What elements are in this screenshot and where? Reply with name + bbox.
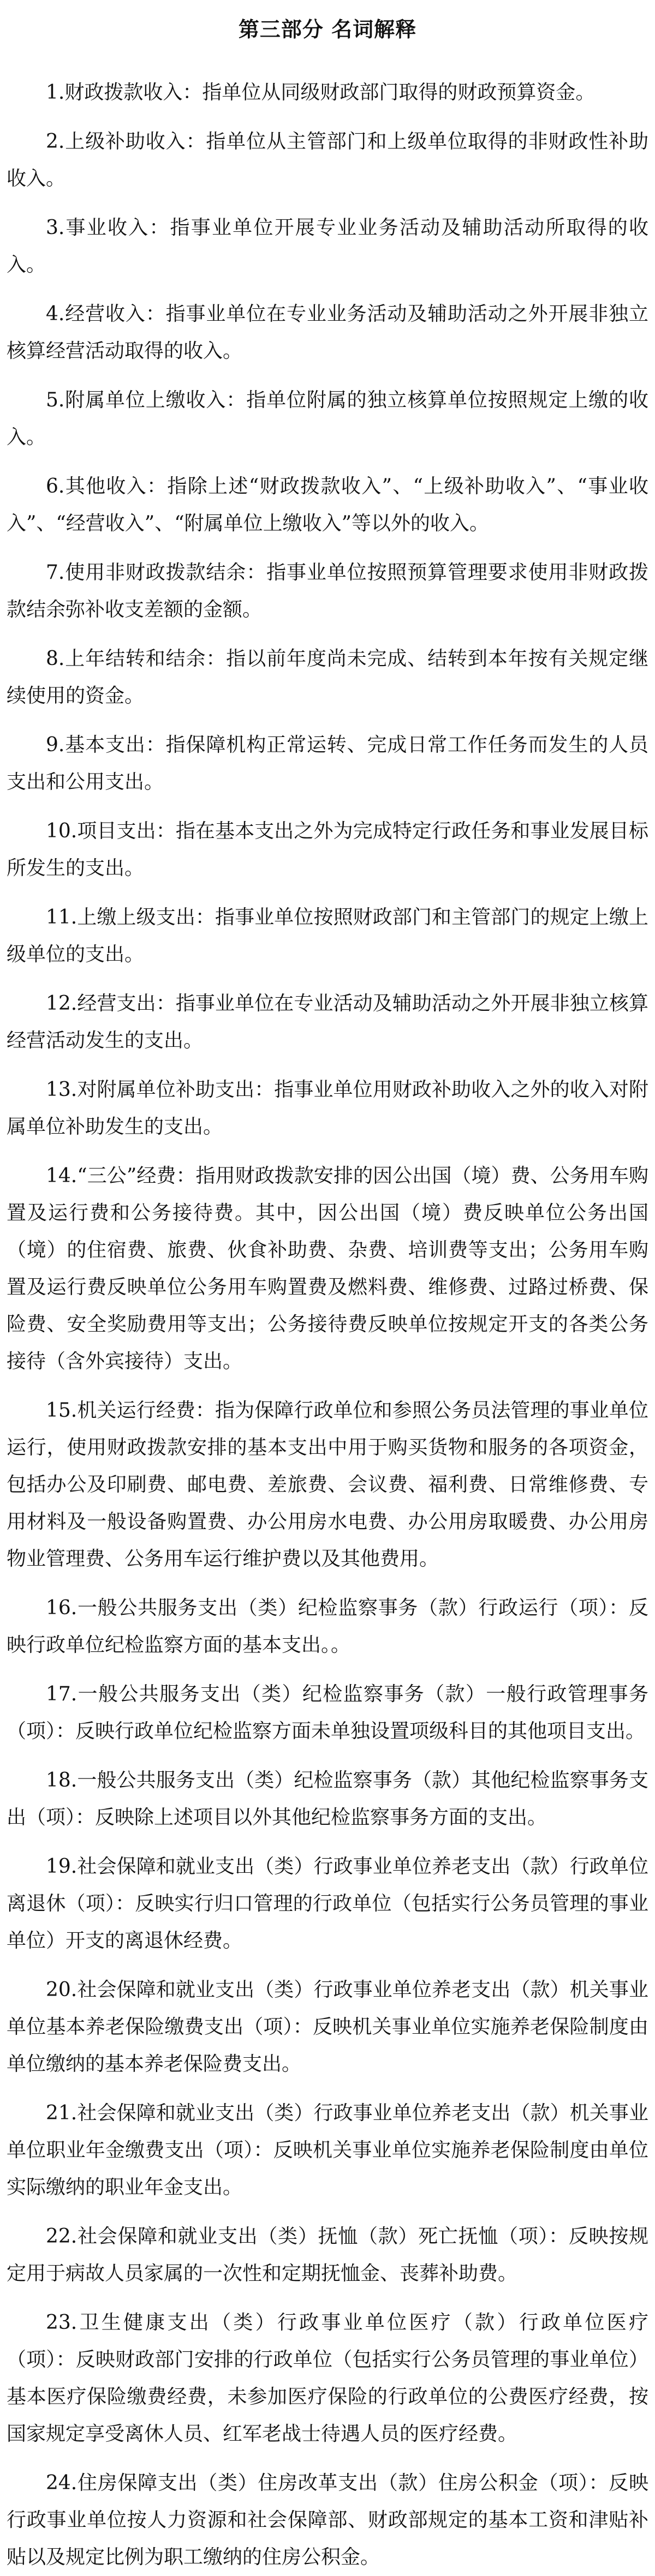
glossary-item-20: 20.社会保障和就业支出（类）行政事业单位养老支出（款）机关事业单位基本养老保险缴费支出（项）：反映机关事业单位实施养老保险制度由单位缴纳的基本养老保险费支出。 — [7, 1979, 648, 2075]
glossary-item-16: 16.一般公共服务支出（类）纪检监察事务（款）行政运行（项）：反映行政单位纪检监察方面的基本支出。。 — [7, 1597, 648, 1656]
glossary-item-9: 9.基本支出：指保障机构正常运转、完成日常工作任务而发生的人员支出和公用支出。 — [7, 734, 648, 793]
glossary-item-23: 23.卫生健康支出（类）行政事业单位医疗（款）行政单位医疗（项）：反映财政部门安排的行政单位（包括实行公务员管理的事业单位）基本医疗保险缴费经费，未参加医疗保险的行政单位的公费医疗经费，按国家规定享受离休人员、红军老战士待遇人员的医疗经费。 — [7, 2311, 648, 2445]
glossary-item-22: 22.社会保障和就业支出（类）抚恤（款）死亡抚恤（项）：反映按规定用于病故人员家属的一次性和定期抚恤金、丧葬补助费。 — [7, 2225, 648, 2285]
glossary-list — [7, 74, 648, 2576]
glossary-item-21: 21.社会保障和就业支出（类）行政事业单位养老支出（款）机关事业单位职业年金缴费支出（项）：反映机关事业单位实施养老保险制度由单位实际缴纳的职业年金支出。 — [7, 2102, 648, 2198]
glossary-item-11: 11.上缴上级支出：指事业单位按照财政部门和主管部门的规定上缴上级单位的支出。 — [7, 906, 648, 966]
glossary-item-15: 15.机关运行经费：指为保障行政单位和参照公务员法管理的事业单位运行，使用财政拨款安排的基本支出中用于购买货物和服务的各项资金，包括办公及印刷费、邮电费、差旅费、会议费、福利费、日常维修费、专用材料及一般设备购置费、办公用房水电费、办公用房取暖费、办公用房物业管理费、公务用车运行维护费以及其他费用。 — [7, 1399, 648, 1570]
glossary-item-10: 10.项目支出：指在基本支出之外为完成特定行政任务和事业发展目标所发生的支出。 — [7, 820, 648, 879]
glossary-item-24: 24.住房保障支出（类）住房改革支出（款）住房公积金（项）：反映行政事业单位按人力资源和社会保障部、财政部规定的基本工资和津贴补贴以及规定比例为职工缴纳的住房公积金。 — [7, 2472, 648, 2568]
glossary-item-8: 8.上年结转和结余：指以前年度尚未完成、结转到本年按有关规定继续使用的资金。 — [7, 648, 648, 707]
glossary-item-5: 5.附属单位上缴收入：指单位附属的独立核算单位按照规定上缴的收入。 — [7, 389, 648, 448]
glossary-item-14: 14.“三公”经费：指用财政拨款安排的因公出国（境）费、公务用车购置及运行费和公务接待费。其中，因公出国（境）费反映单位公务出国（境）的住宿费、旅费、伙食补助费、杂费、培训费等支出；公务用车购置及运行费反映单位公务用车购置费及燃料费、维修费、过路过桥费、保险费、安全奖励费用等支出；公务接待费反映单位按规定开支的各类公务接待（含外宾接待）支出。 — [7, 1165, 648, 1373]
glossary-item-3: 3.事业收入：指事业单位开展专业业务活动及辅助活动所取得的收入。 — [7, 217, 648, 276]
glossary-item-6: 6.其他收入：指除上述“财政拨款收入”、“上级补助收入”、“事业收入”、“经营收入”、“附属单位上缴收入”等以外的收入。 — [7, 475, 648, 535]
glossary-item-2: 2.上级补助收入：指单位从主管部门和上级单位取得的非财政性补助收入。 — [7, 130, 648, 190]
glossary-item-18: 18.一般公共服务支出（类）纪检监察事务（款）其他纪检监察事务支出（项）：反映除上述项目以外其他纪检监察事务方面的支出。 — [7, 1769, 648, 1829]
glossary-item-12: 12.经营支出：指事业单位在专业活动及辅助活动之外开展非独立核算经营活动发生的支出。 — [7, 992, 648, 1052]
glossary-item-1: 1.财政拨款收入：指单位从同级财政部门取得的财政预算资金。 — [46, 81, 596, 104]
glossary-item-7: 7.使用非财政拨款结余：指事业单位按照预算管理要求使用非财政拨款结余弥补收支差额的金额。 — [7, 561, 648, 621]
glossary-item-13: 13.对附属单位补助支出：指事业单位用财政补助收入之外的收入对附属单位补助发生的支出。 — [7, 1079, 648, 1138]
glossary-item-4: 4.经营收入：指事业单位在专业业务活动及辅助活动之外开展非独立核算经营活动取得的收入。 — [7, 303, 648, 362]
section-title: 第三部分 名词解释 — [238, 17, 417, 41]
glossary-item-19: 19.社会保障和就业支出（类）行政事业单位养老支出（款）行政单位离退休（项）：反映实行归口管理的行政单位（包括实行公务员管理的事业单位）开支的离退休经费。 — [7, 1855, 648, 1952]
glossary-item-17: 17.一般公共服务支出（类）纪检监察事务（款）一般行政管理事务（项）：反映行政单位纪检监察方面未单独设置项级科目的其他项目支出。 — [7, 1683, 648, 1742]
